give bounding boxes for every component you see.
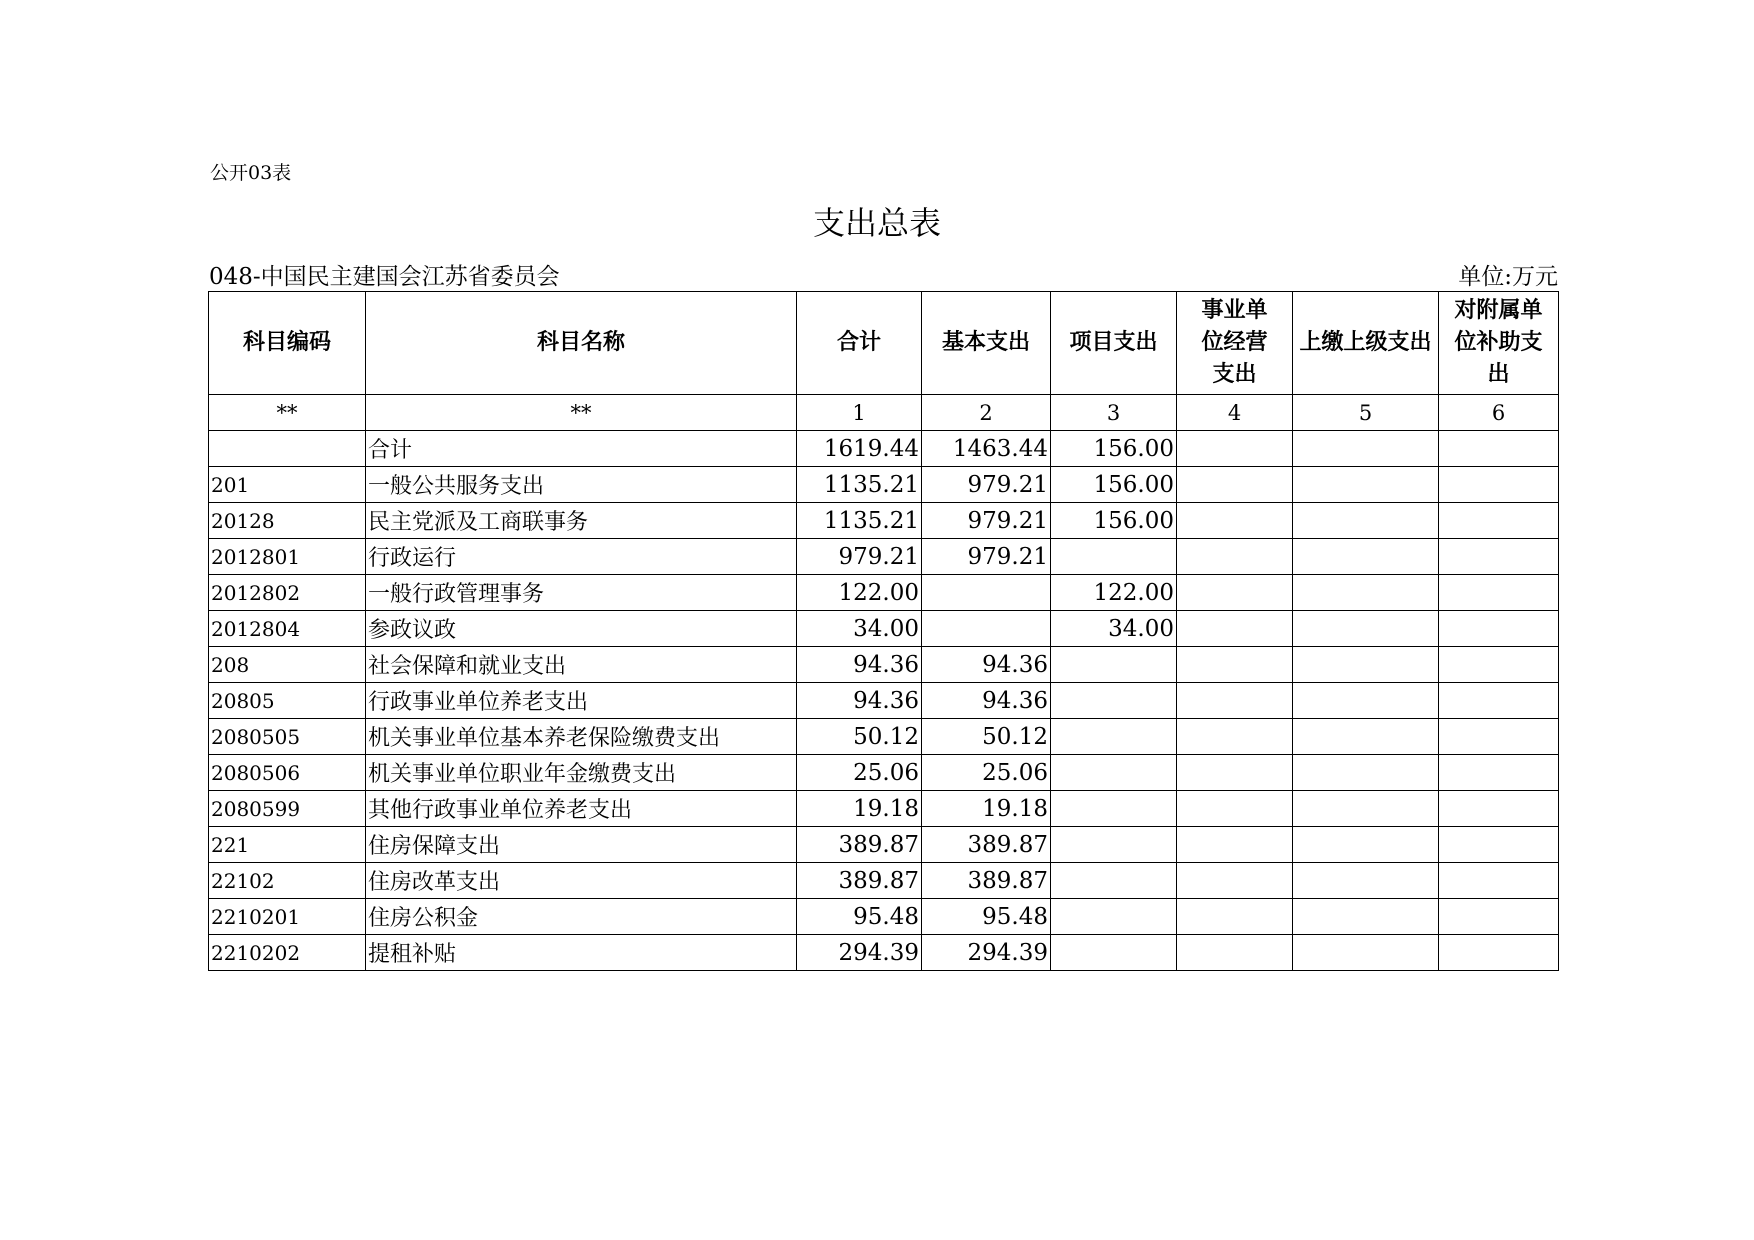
project-expense-cell	[1051, 719, 1177, 755]
total-cell: 389.87	[797, 863, 922, 899]
subject-code-cell: 2012804	[209, 611, 366, 647]
subject-name-cell: 住房保障支出	[366, 827, 797, 863]
subject-name-cell: 提租补贴	[366, 935, 797, 971]
subject-code-cell: 2080506	[209, 755, 366, 791]
upper-payment-cell	[1293, 755, 1439, 791]
table-row	[209, 575, 1559, 611]
subsidy-cell	[1439, 791, 1559, 827]
subject-name-cell: 民主党派及工商联事务	[366, 503, 797, 539]
upper-payment-cell	[1293, 431, 1439, 467]
basic-expense-cell: 94.36	[922, 683, 1051, 719]
upper-payment-cell	[1293, 719, 1439, 755]
total-cell: 94.36	[797, 647, 922, 683]
subject-name-cell: 其他行政事业单位养老支出	[366, 791, 797, 827]
header-row	[209, 292, 1559, 395]
subsidy-cell	[1439, 647, 1559, 683]
total-cell: 34.00	[797, 611, 922, 647]
total-cell: 979.21	[797, 539, 922, 575]
subject-name-cell: 行政运行	[366, 539, 797, 575]
col-header-subsidy: 对附属单位补助支出	[1439, 292, 1559, 395]
upper-payment-cell	[1293, 539, 1439, 575]
subsidy-cell	[1439, 611, 1559, 647]
upper-payment-cell	[1293, 791, 1439, 827]
unit-label: 单位:万元	[1458, 264, 1558, 290]
upper-payment-cell	[1293, 611, 1439, 647]
total-cell: 50.12	[797, 719, 922, 755]
business-expense-cell	[1177, 431, 1293, 467]
table-row	[209, 935, 1559, 971]
form-number: 公开03表	[210, 162, 292, 184]
business-expense-cell	[1177, 935, 1293, 971]
total-cell: 389.87	[797, 827, 922, 863]
subject-code-cell: 20805	[209, 683, 366, 719]
table-row	[209, 719, 1559, 755]
project-expense-cell: 156.00	[1051, 503, 1177, 539]
basic-expense-cell: 19.18	[922, 791, 1051, 827]
project-expense-cell	[1051, 899, 1177, 935]
subject-code-cell: 2080599	[209, 791, 366, 827]
subject-name-cell: 参政议政	[366, 611, 797, 647]
project-expense-cell	[1051, 755, 1177, 791]
index-cell: 3	[1051, 395, 1177, 431]
subsidy-cell	[1439, 899, 1559, 935]
subsidy-cell	[1439, 719, 1559, 755]
subsidy-cell	[1439, 539, 1559, 575]
total-cell: 1135.21	[797, 467, 922, 503]
table-row	[209, 755, 1559, 791]
project-expense-cell	[1051, 539, 1177, 575]
table-row	[209, 431, 1559, 467]
basic-expense-cell	[922, 575, 1051, 611]
basic-expense-cell: 979.21	[922, 467, 1051, 503]
business-expense-cell	[1177, 611, 1293, 647]
basic-expense-cell: 50.12	[922, 719, 1051, 755]
subject-code-cell: 20128	[209, 503, 366, 539]
subsidy-cell	[1439, 503, 1559, 539]
total-cell: 122.00	[797, 575, 922, 611]
basic-expense-cell: 94.36	[922, 647, 1051, 683]
page-title: 支出总表	[812, 204, 941, 242]
total-cell: 25.06	[797, 755, 922, 791]
index-row	[209, 395, 1559, 431]
subject-code-cell: 208	[209, 647, 366, 683]
col-header-basic: 基本支出	[922, 292, 1051, 395]
subject-name-cell: 行政事业单位养老支出	[366, 683, 797, 719]
col-header-upper: 上缴上级支出	[1293, 292, 1439, 395]
business-expense-cell	[1177, 647, 1293, 683]
table-row	[209, 791, 1559, 827]
subject-name-cell: 机关事业单位基本养老保险缴费支出	[366, 719, 797, 755]
index-cell: **	[209, 395, 366, 431]
table-row	[209, 647, 1559, 683]
table-row	[209, 683, 1559, 719]
basic-expense-cell: 95.48	[922, 899, 1051, 935]
upper-payment-cell	[1293, 863, 1439, 899]
subsidy-cell	[1439, 467, 1559, 503]
col-header-business: 事业单位经营支出	[1177, 292, 1293, 395]
subject-name-cell: 住房改革支出	[366, 863, 797, 899]
table-row	[209, 539, 1559, 575]
index-cell: **	[366, 395, 797, 431]
upper-payment-cell	[1293, 503, 1439, 539]
subject-name-cell: 一般公共服务支出	[366, 467, 797, 503]
col-header-code: 科目编码	[209, 292, 366, 395]
total-cell: 95.48	[797, 899, 922, 935]
index-cell: 6	[1439, 395, 1559, 431]
upper-payment-cell	[1293, 683, 1439, 719]
total-cell: 294.39	[797, 935, 922, 971]
project-expense-cell	[1051, 647, 1177, 683]
subject-name-cell: 住房公积金	[366, 899, 797, 935]
subsidy-cell	[1439, 827, 1559, 863]
project-expense-cell	[1051, 827, 1177, 863]
index-cell: 4	[1177, 395, 1293, 431]
upper-payment-cell	[1293, 647, 1439, 683]
business-expense-cell	[1177, 575, 1293, 611]
business-expense-cell	[1177, 791, 1293, 827]
subsidy-cell	[1439, 935, 1559, 971]
subject-code-cell: 2210201	[209, 899, 366, 935]
organization-name: 048-中国民主建国会江苏省委员会	[209, 264, 560, 290]
business-expense-cell	[1177, 863, 1293, 899]
upper-payment-cell	[1293, 827, 1439, 863]
table-row	[209, 611, 1559, 647]
subsidy-cell	[1439, 431, 1559, 467]
upper-payment-cell	[1293, 899, 1439, 935]
table-row	[209, 503, 1559, 539]
subject-name-cell: 一般行政管理事务	[366, 575, 797, 611]
subsidy-cell	[1439, 575, 1559, 611]
basic-expense-cell: 25.06	[922, 755, 1051, 791]
project-expense-cell: 156.00	[1051, 431, 1177, 467]
total-cell: 1135.21	[797, 503, 922, 539]
index-cell: 1	[797, 395, 922, 431]
business-expense-cell	[1177, 467, 1293, 503]
table-row	[209, 863, 1559, 899]
upper-payment-cell	[1293, 935, 1439, 971]
subject-code-cell	[209, 431, 366, 467]
subject-code-cell: 22102	[209, 863, 366, 899]
project-expense-cell	[1051, 683, 1177, 719]
subject-code-cell: 221	[209, 827, 366, 863]
index-cell: 5	[1293, 395, 1439, 431]
project-expense-cell: 156.00	[1051, 467, 1177, 503]
table-row	[209, 827, 1559, 863]
col-header-total: 合计	[797, 292, 922, 395]
project-expense-cell	[1051, 863, 1177, 899]
business-expense-cell	[1177, 719, 1293, 755]
basic-expense-cell: 294.39	[922, 935, 1051, 971]
business-expense-cell	[1177, 539, 1293, 575]
subject-name-cell: 机关事业单位职业年金缴费支出	[366, 755, 797, 791]
subject-code-cell: 2012801	[209, 539, 366, 575]
total-cell: 94.36	[797, 683, 922, 719]
subject-code-cell: 2210202	[209, 935, 366, 971]
expenditure-table	[208, 291, 1559, 971]
basic-expense-cell	[922, 611, 1051, 647]
subject-name-cell: 合计	[366, 431, 797, 467]
project-expense-cell	[1051, 935, 1177, 971]
total-cell: 19.18	[797, 791, 922, 827]
subject-code-cell: 2012802	[209, 575, 366, 611]
index-cell: 2	[922, 395, 1051, 431]
business-expense-cell	[1177, 683, 1293, 719]
subject-code-cell: 201	[209, 467, 366, 503]
business-expense-cell	[1177, 755, 1293, 791]
business-expense-cell	[1177, 899, 1293, 935]
col-header-name: 科目名称	[366, 292, 797, 395]
upper-payment-cell	[1293, 467, 1439, 503]
total-cell: 1619.44	[797, 431, 922, 467]
table-row	[209, 899, 1559, 935]
subsidy-cell	[1439, 755, 1559, 791]
subsidy-cell	[1439, 683, 1559, 719]
col-header-project: 项目支出	[1051, 292, 1177, 395]
project-expense-cell: 34.00	[1051, 611, 1177, 647]
table-row	[209, 467, 1559, 503]
basic-expense-cell: 389.87	[922, 863, 1051, 899]
basic-expense-cell: 1463.44	[922, 431, 1051, 467]
subject-code-cell: 2080505	[209, 719, 366, 755]
project-expense-cell: 122.00	[1051, 575, 1177, 611]
basic-expense-cell: 979.21	[922, 503, 1051, 539]
project-expense-cell	[1051, 791, 1177, 827]
upper-payment-cell	[1293, 575, 1439, 611]
subject-name-cell: 社会保障和就业支出	[366, 647, 797, 683]
subsidy-cell	[1439, 863, 1559, 899]
basic-expense-cell: 389.87	[922, 827, 1051, 863]
business-expense-cell	[1177, 827, 1293, 863]
basic-expense-cell: 979.21	[922, 539, 1051, 575]
business-expense-cell	[1177, 503, 1293, 539]
